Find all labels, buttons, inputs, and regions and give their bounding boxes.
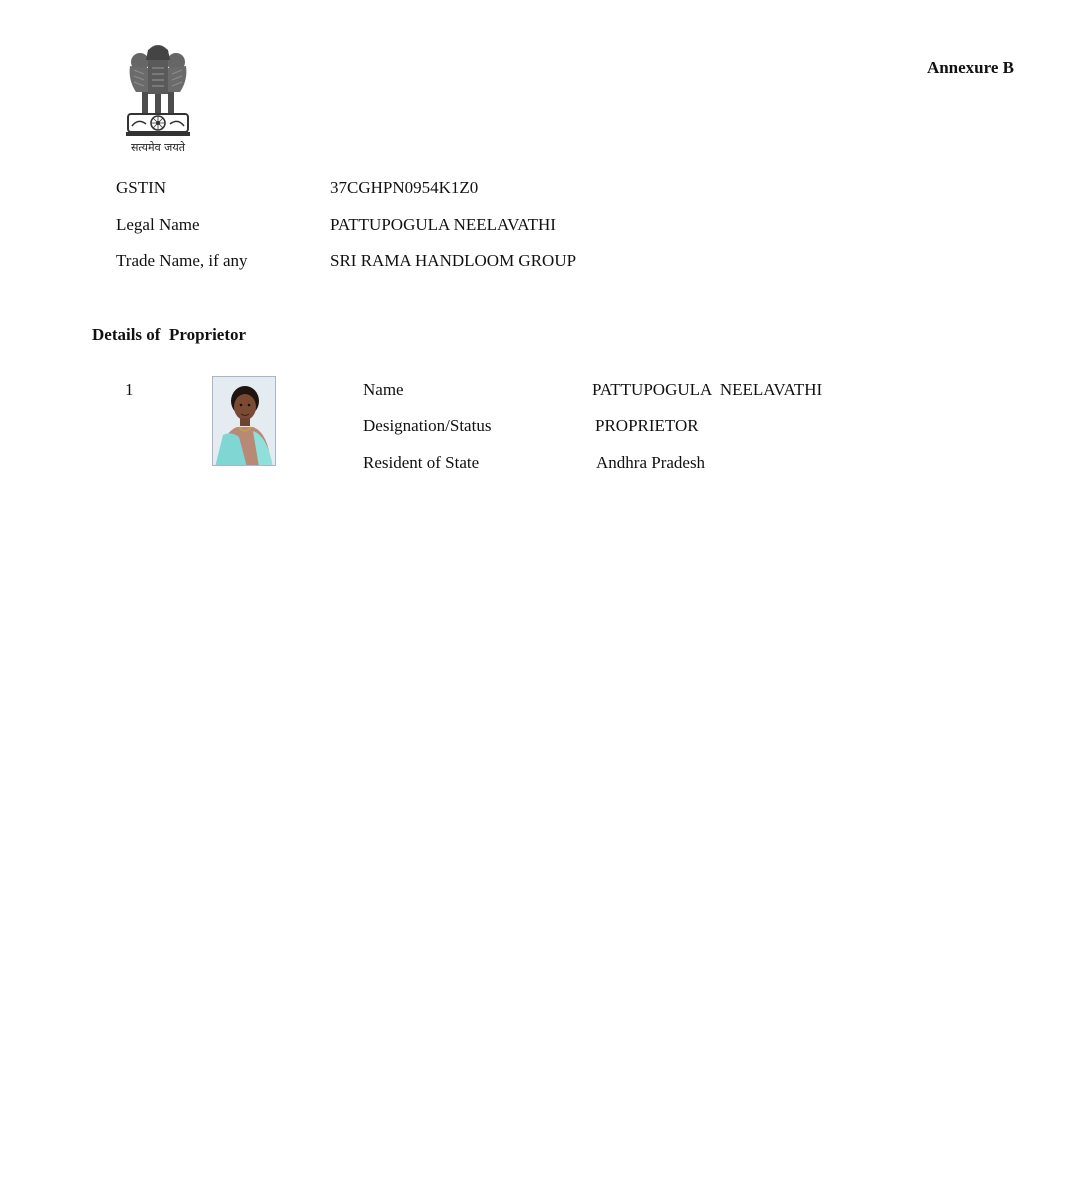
proprietor-state-label: Resident of State — [363, 453, 480, 472]
proprietor-serial: 1 — [125, 380, 134, 399]
proprietor-section-title: Details of Proprietor — [92, 325, 247, 344]
proprietor-photo — [212, 376, 276, 466]
trade-name-label: Trade Name, if any — [116, 251, 248, 270]
proprietor-designation-value: PROPRIETOR — [595, 416, 699, 435]
proprietor-name-label: Name — [363, 380, 404, 399]
proprietor-state-value: Andhra Pradesh — [596, 453, 706, 472]
annexure-label: Annexure B — [926, 58, 1014, 77]
legal-name-value: PATTUPOGULA NEELAVATHI — [330, 215, 556, 234]
proprietor-name-value: PATTUPOGULA NEELAVATHI — [592, 380, 823, 399]
trade-name-value: SRI RAMA HANDLOOM GROUP — [330, 251, 577, 270]
gstin-value: 37CGHPN0954K1Z0 — [330, 178, 479, 197]
gstin-label: GSTIN — [116, 178, 167, 197]
national-motto: सत्यमेव जयते — [130, 141, 185, 154]
legal-name-label: Legal Name — [116, 215, 200, 234]
proprietor-designation-label: Designation/Status — [363, 416, 492, 435]
